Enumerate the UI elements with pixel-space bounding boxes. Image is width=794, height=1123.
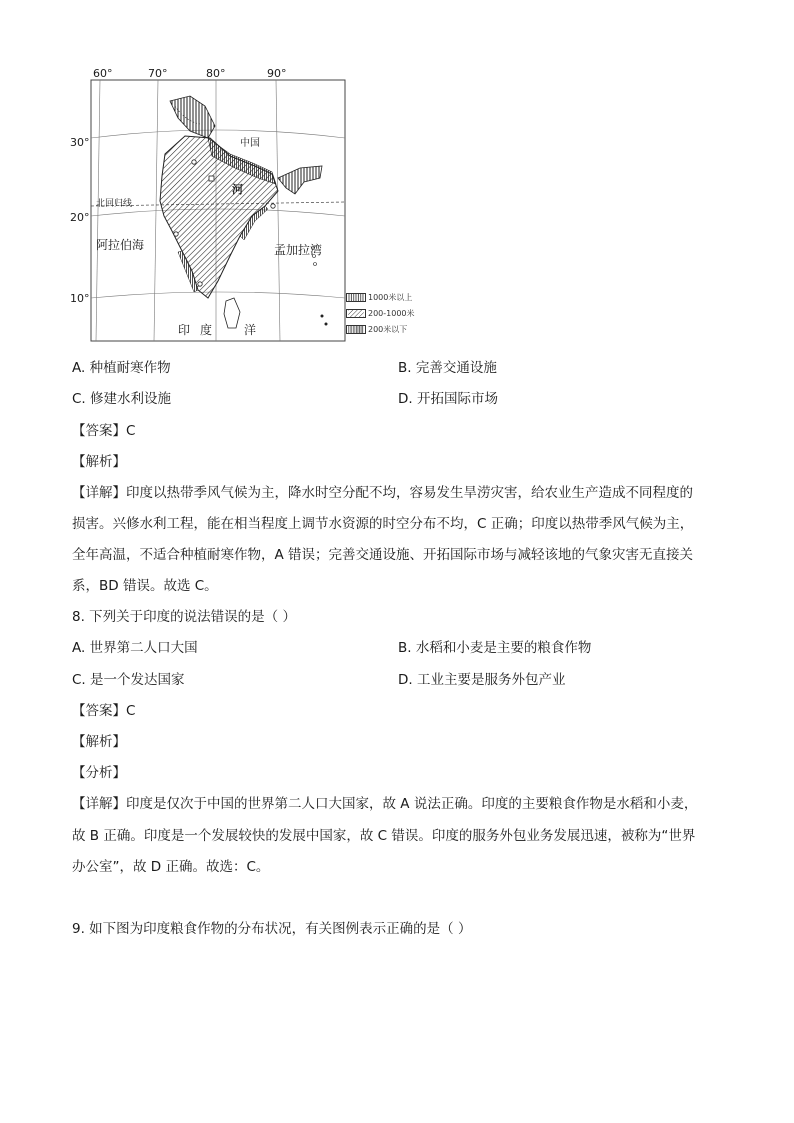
- label-arabian-sea: 阿拉伯海: [96, 238, 145, 252]
- lon-label: 70°: [148, 67, 168, 80]
- map-figure: [0, 0, 794, 360]
- legend-item: [346, 291, 412, 303]
- label-china: 中国: [240, 138, 260, 149]
- legend-label: 1000米以上: [368, 292, 413, 302]
- lon-label: 90°: [267, 67, 287, 80]
- q8-option-d: D. 工业主要是服务外包产业: [398, 672, 566, 688]
- q7-detail-line: 损害。兴修水利工程，能在相当程度上调节水资源的时空分布不均，C 正确；印度以热带季风气候为主，: [72, 516, 694, 532]
- legend-label: 200米以下: [368, 324, 408, 334]
- q7-detail-line: 【详解】印度以热带季风气候为主，降水时空分配不均，容易发生旱涝灾害，给农业生产造成不同程度的: [72, 485, 693, 501]
- legend-label: 200-1000米: [368, 308, 415, 318]
- q7-option-d: D. 开拓国际市场: [398, 391, 498, 407]
- q8-option-b: B. 水稻和小麦是主要的粮食作物: [398, 640, 592, 656]
- lat-label: 10°: [70, 292, 90, 305]
- q8-detail-line: 故 B 正确。印度是一个发展较快的发展中国家，故 C 错误。印度的服务外包业务发展迅速，被称为“世界: [72, 828, 696, 844]
- q7-detail-line: 全年高温，不适合种植耐寒作物，A 错误；完善交通设施、开拓国际市场与减轻该地的气象灾害无直接关: [72, 547, 694, 563]
- q7-analysis-label: 【解析】: [72, 454, 126, 470]
- q8-stem: 8. 下列关于印度的说法错误的是（ ）: [72, 609, 296, 625]
- label-tropic: 北回归线: [96, 199, 133, 209]
- q8-fenxi-label: 【分析】: [72, 765, 126, 781]
- legend-swatch: [346, 293, 366, 302]
- legend-swatch: [346, 309, 366, 318]
- legend-item: [346, 307, 415, 319]
- label-indian-ocean: 印: [178, 323, 191, 337]
- q8-analysis-label: 【解析】: [72, 734, 126, 750]
- lon-label: 80°: [206, 67, 226, 80]
- lat-label: 30°: [70, 136, 90, 149]
- q8-option-a: A. 世界第二人口大国: [72, 640, 198, 656]
- q8-detail-line: 办公室”，故 D 正确。故选：C。: [72, 859, 270, 875]
- q7-option-c: C. 修建水利设施: [72, 391, 172, 407]
- q8-option-c: C. 是一个发达国家: [72, 672, 185, 688]
- q7-option-a: A. 种植耐寒作物: [72, 360, 171, 376]
- label-indian-ocean: 洋: [244, 323, 257, 337]
- label-bay-of-bengal: 孟加拉湾: [274, 243, 323, 257]
- q8-answer: 【答案】C: [72, 703, 136, 719]
- q7-answer: 【答案】C: [72, 423, 136, 439]
- q9-stem: 9. 如下图为印度粮食作物的分布状况，有关图例表示正确的是（ ）: [72, 921, 472, 937]
- label-indian-ocean: 度: [200, 323, 213, 337]
- q7-option-b: B. 完善交通设施: [398, 360, 497, 376]
- legend-item: [346, 323, 407, 335]
- lat-label: 20°: [70, 211, 90, 224]
- q8-detail-line: 【详解】印度是仅次于中国的世界第二人口大国家，故 A 说法正确。印度的主要粮食作物是水稻和小麦，: [72, 796, 698, 812]
- label-he: 河: [232, 183, 243, 196]
- lon-label: 60°: [93, 67, 113, 80]
- q7-detail-line: 系，BD 错误。故选 C。: [72, 578, 218, 594]
- legend-swatch: [346, 325, 366, 334]
